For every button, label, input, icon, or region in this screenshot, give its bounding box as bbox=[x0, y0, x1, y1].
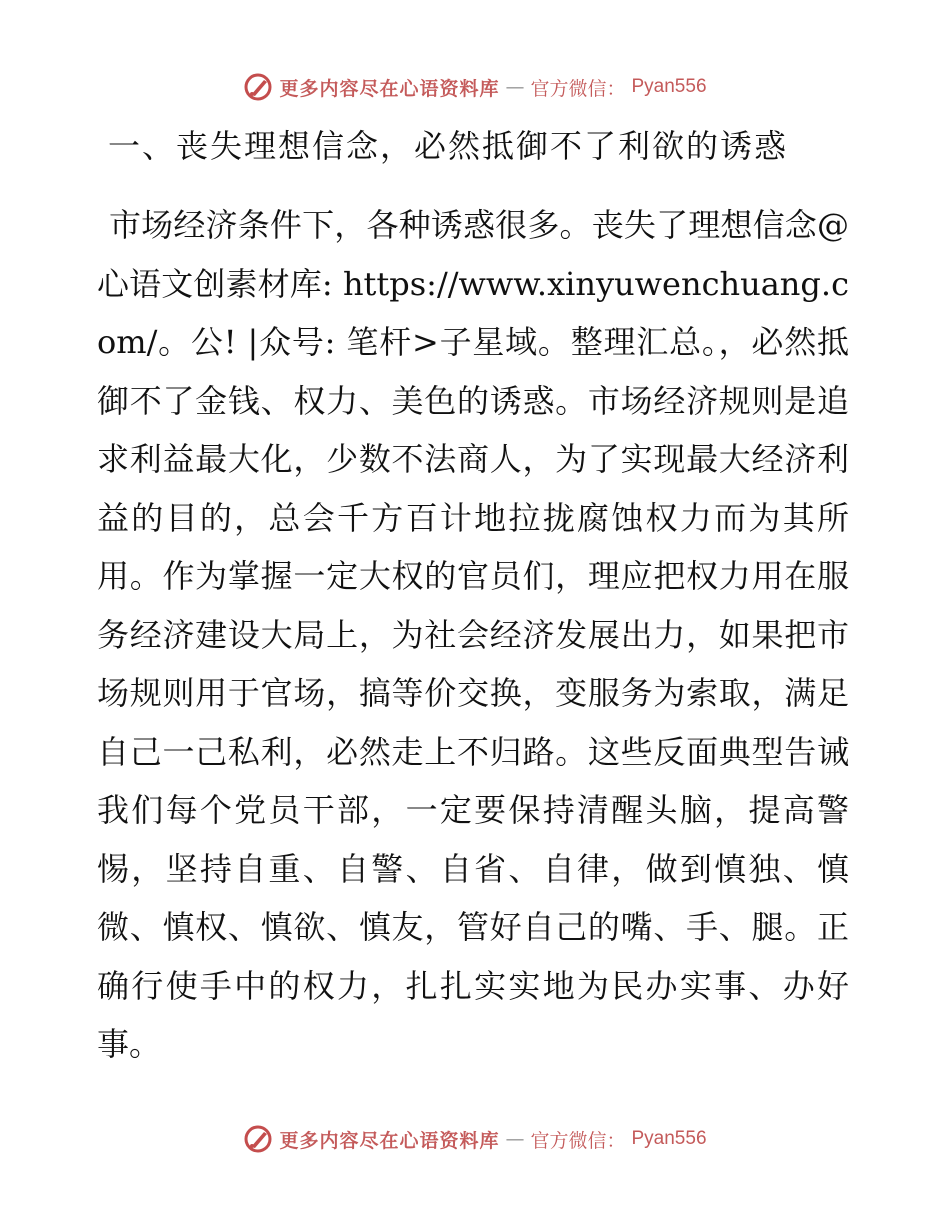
quill-logo-icon bbox=[243, 72, 273, 102]
banner-wechat-id: Pyan556 bbox=[631, 76, 707, 97]
banner-dash: — bbox=[505, 1128, 525, 1150]
header-watermark-banner bbox=[0, 72, 950, 102]
banner-wechat-label: 官方微信： bbox=[530, 1129, 626, 1152]
body-paragraph: 市场经济条件下，各种诱惑很多。丧失了理想信念@心语文创素材库: https://www.xinyuwenchuang.com/。公! |众号: 笔杆>子星域。整理汇总。，必然抵御不了金钱、权力、美色的诱惑。市场经济规则是追求利益最大化，少数不法商人，为了实现最大经济利益的目的，总会千方百计地拉拢腐蚀权力而为其所用。作为掌握一定大权的官员们，理应把权力用在服务经济建设大局上，为社会经济发展出力，如果把市场规则用于官场，搞等价交换，变服务为索取，满足自己一己私利，必然走上不归路。这些反面典型告诫我们每个党员干部，一定要保持清醒头脑，提高警惕，坚持自重、自警、自省、自律，做到慎独、慎微、慎权、慎欲、慎友，管好自己的嘴、手、腿。正确行使手中的权力，扎扎实实地为民办实事、办好事。 bbox=[97, 206, 849, 1063]
banner-dash: — bbox=[505, 76, 525, 98]
banner-wechat-id: Pyan556 bbox=[631, 1128, 707, 1149]
footer-watermark-banner bbox=[0, 1124, 950, 1154]
banner-slogan: 更多内容尽在心语资料库 bbox=[279, 1129, 500, 1152]
banner-wechat-label: 官方微信： bbox=[530, 77, 626, 100]
quill-logo-icon bbox=[243, 1124, 273, 1154]
banner-slogan: 更多内容尽在心语资料库 bbox=[279, 77, 500, 100]
section-heading: 一、丧失理想信念，必然抵御不了利欲的诱惑 bbox=[108, 127, 789, 165]
